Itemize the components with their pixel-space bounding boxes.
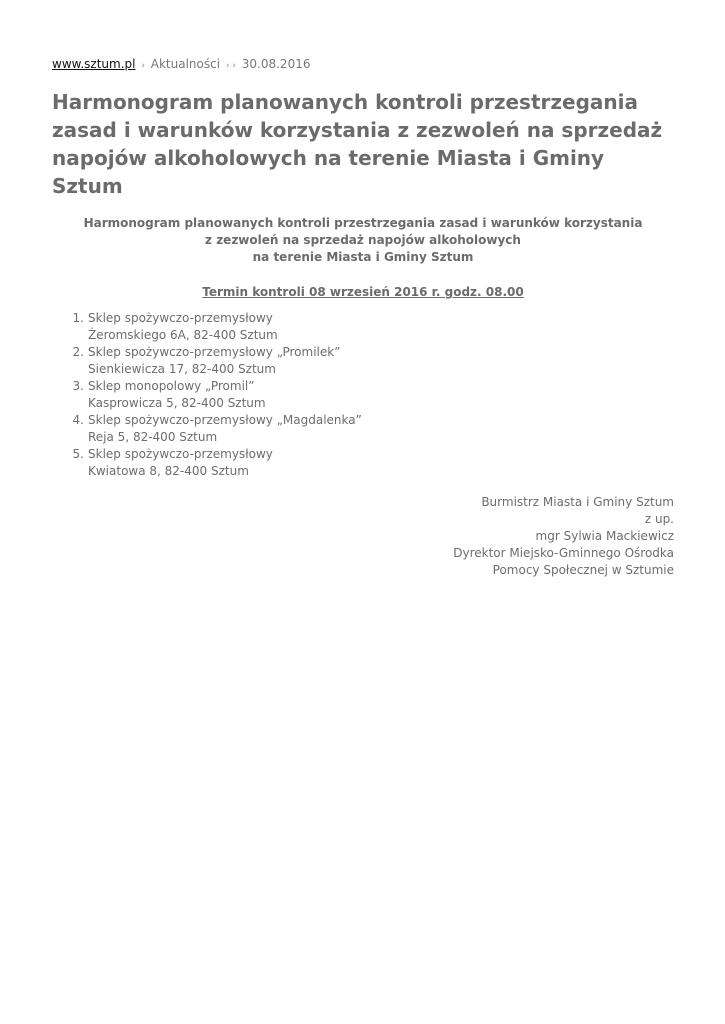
- list-item-number: 2.: [72, 345, 84, 359]
- signature-line: Burmistrz Miasta i Gminy Sztum: [481, 495, 674, 509]
- list-item: [66, 446, 362, 480]
- shop-address: Sienkiewicza 17, 82-400 Sztum: [88, 362, 276, 376]
- breadcrumb-separator: › ›: [225, 61, 236, 71]
- breadcrumb: [52, 56, 310, 74]
- list-item: [66, 412, 362, 446]
- shop-address: Kasprowicza 5, 82-400 Sztum: [88, 396, 266, 410]
- shop-name: Sklep spożywczo-przemysłowy: [88, 311, 273, 325]
- breadcrumb-home-link[interactable]: www.sztum.pl: [52, 57, 136, 71]
- list-item: [66, 378, 362, 412]
- list-item: [66, 310, 362, 344]
- page-title: Harmonogram planowanych kontroli przestrzegania zasad i warunków korzystania z zezwoleń na sprzedaż napojów alkoholowych na terenie Miasta i Gminy Sztum: [52, 90, 663, 198]
- document-heading-line: z zezwoleń na sprzedaż napojów alkoholowych: [205, 233, 521, 247]
- breadcrumb-date: 30.08.2016: [241, 57, 311, 71]
- inspection-term: Termin kontroli 08 wrzesień 2016 r. godz. 08.00: [202, 285, 524, 299]
- document-heading: [52, 215, 674, 266]
- signature-line: z up.: [644, 512, 674, 526]
- document-heading-line: Harmonogram planowanych kontroli przestrzegania zasad i warunków korzystania: [83, 216, 643, 230]
- document-heading-line: na terenie Miasta i Gminy Sztum: [252, 250, 474, 264]
- shop-address: Reja 5, 82-400 Sztum: [88, 430, 218, 444]
- shop-name: Sklep monopolowy „Promil”: [88, 379, 255, 393]
- shop-name: Sklep spożywczo-przemysłowy „Magdalenka”: [88, 413, 362, 427]
- breadcrumb-separator: ›: [141, 61, 145, 71]
- signature-line: mgr Sylwia Mackiewicz: [535, 529, 674, 543]
- list-item-number: 5.: [72, 447, 84, 461]
- shop-list: [66, 310, 362, 480]
- list-item: [66, 344, 362, 378]
- shop-name: Sklep spożywczo-przemysłowy: [88, 447, 273, 461]
- signature-line: Dyrektor Miejsko-Gminnego Ośrodka: [453, 546, 674, 560]
- list-item-number: 4.: [72, 413, 84, 427]
- shop-address: Kwiatowa 8, 82-400 Sztum: [88, 464, 249, 478]
- list-item-number: 3.: [72, 379, 84, 393]
- shop-address: Żeromskiego 6A, 82-400 Sztum: [88, 328, 278, 342]
- breadcrumb-section[interactable]: Aktualności: [150, 57, 221, 71]
- signature-line: Pomocy Społecznej w Sztumie: [492, 563, 674, 577]
- list-item-number: 1.: [72, 311, 84, 325]
- shop-name: Sklep spożywczo-przemysłowy „Promilek”: [88, 345, 341, 359]
- signature-block: [453, 494, 674, 579]
